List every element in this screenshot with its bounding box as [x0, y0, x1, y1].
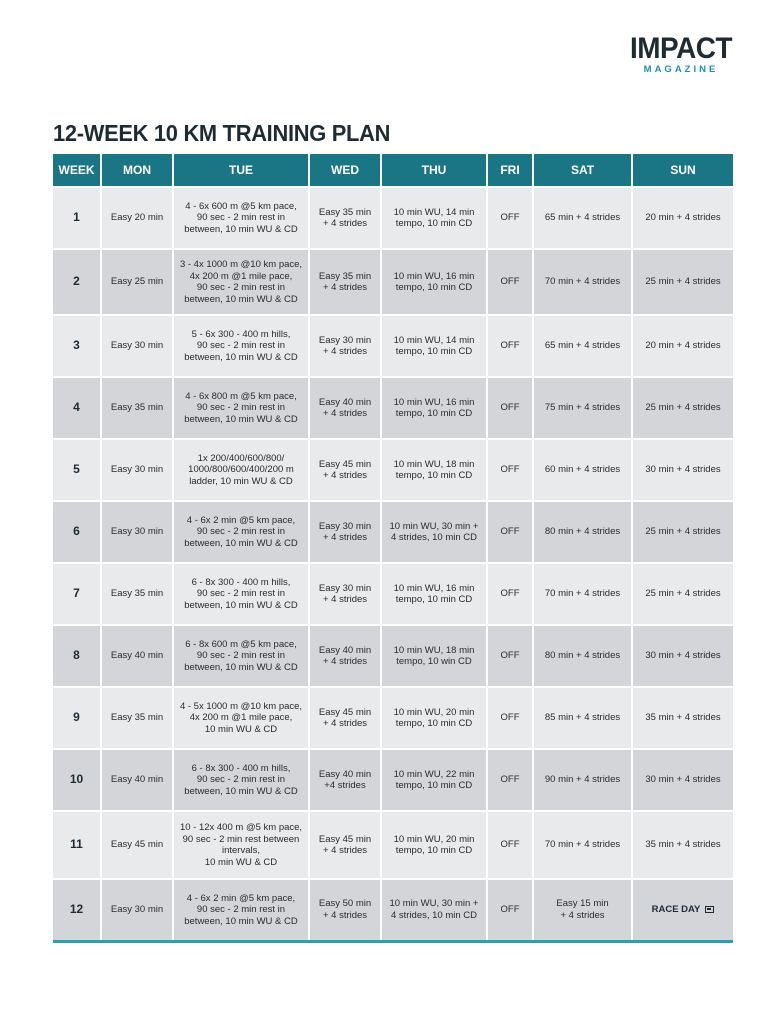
- cell-fri: OFF: [487, 879, 533, 941]
- cell-mon: Easy 35 min: [101, 377, 173, 439]
- week-number-cell: 1: [53, 187, 101, 249]
- cell-wed: Easy 40 min +4 strides: [309, 749, 381, 811]
- cell-sat: 80 min + 4 strides: [533, 501, 632, 563]
- cell-fri: OFF: [487, 811, 533, 879]
- cell-sun: 30 min + 4 strides: [632, 625, 733, 687]
- cell-sat: 65 min + 4 strides: [533, 315, 632, 377]
- week-number-cell: 5: [53, 439, 101, 501]
- week-number-cell: 8: [53, 625, 101, 687]
- table-row: [53, 811, 733, 879]
- cell-sun: 25 min + 4 strides: [632, 563, 733, 625]
- cell-wed: Easy 40 min + 4 strides: [309, 625, 381, 687]
- cell-thu: 10 min WU, 16 min tempo, 10 min CD: [381, 563, 487, 625]
- cell-tue: 4 - 6x 600 m @5 km pace, 90 sec - 2 min rest in between, 10 min WU & CD: [173, 187, 309, 249]
- table-header-row: [53, 154, 733, 187]
- cell-mon: Easy 45 min: [101, 811, 173, 879]
- column-header-thu: THU: [381, 154, 487, 187]
- cell-fri: OFF: [487, 315, 533, 377]
- table-row: [53, 879, 733, 941]
- cell-tue: 4 - 6x 2 min @5 km pace, 90 sec - 2 min rest in between, 10 min WU & CD: [173, 879, 309, 941]
- cell-wed: Easy 50 min + 4 strides: [309, 879, 381, 941]
- impact-magazine-logo: [626, 34, 736, 76]
- cell-thu: 10 min WU, 18 min tempo, 10 min CD: [381, 439, 487, 501]
- cell-tue: 4 - 6x 800 m @5 km pace, 90 sec - 2 min rest in between, 10 min WU & CD: [173, 377, 309, 439]
- cell-sun: 25 min + 4 strides: [632, 501, 733, 563]
- race-day-label: RACE DAY: [651, 904, 701, 915]
- cell-wed: Easy 30 min + 4 strides: [309, 315, 381, 377]
- cell-wed: Easy 30 min + 4 strides: [309, 563, 381, 625]
- cell-thu: 10 min WU, 22 min tempo, 10 min CD: [381, 749, 487, 811]
- cell-mon: Easy 20 min: [101, 187, 173, 249]
- cell-sun: 35 min + 4 strides: [632, 687, 733, 749]
- cell-sun: 25 min + 4 strides: [632, 377, 733, 439]
- cell-sat: 70 min + 4 strides: [533, 249, 632, 315]
- cell-mon: Easy 25 min: [101, 249, 173, 315]
- column-header-mon: MON: [101, 154, 173, 187]
- cell-tue: 6 - 8x 600 m @5 km pace, 90 sec - 2 min rest in between, 10 min WU & CD: [173, 625, 309, 687]
- cell-thu: 10 min WU, 20 min tempo, 10 min CD: [381, 811, 487, 879]
- column-header-sat: SAT: [533, 154, 632, 187]
- cell-sat: 60 min + 4 strides: [533, 439, 632, 501]
- training-plan-table: [53, 154, 733, 943]
- cell-tue: 10 - 12x 400 m @5 km pace, 90 sec - 2 min rest between intervals, 10 min WU & CD: [173, 811, 309, 879]
- column-header-wed: WED: [309, 154, 381, 187]
- cell-mon: Easy 40 min: [101, 625, 173, 687]
- cell-sat: 70 min + 4 strides: [533, 563, 632, 625]
- table-row: [53, 501, 733, 563]
- cell-wed: Easy 35 min + 4 strides: [309, 187, 381, 249]
- cell-wed: Easy 45 min + 4 strides: [309, 439, 381, 501]
- cell-fri: OFF: [487, 625, 533, 687]
- cell-fri: OFF: [487, 439, 533, 501]
- cell-tue: 6 - 8x 300 - 400 m hills, 90 sec - 2 min rest in between, 10 min WU & CD: [173, 563, 309, 625]
- table-row: [53, 687, 733, 749]
- cell-thu: 10 min WU, 20 min tempo, 10 min CD: [381, 687, 487, 749]
- cell-sat: 70 min + 4 strides: [533, 811, 632, 879]
- cell-sat: 65 min + 4 strides: [533, 187, 632, 249]
- week-number-cell: 4: [53, 377, 101, 439]
- table-row: [53, 315, 733, 377]
- week-number-cell: 6: [53, 501, 101, 563]
- cell-sat: 75 min + 4 strides: [533, 377, 632, 439]
- table-row: [53, 563, 733, 625]
- finish-flag-icon: [705, 906, 714, 913]
- cell-mon: Easy 30 min: [101, 879, 173, 941]
- cell-thu: 10 min WU, 14 min tempo, 10 min CD: [381, 187, 487, 249]
- cell-mon: Easy 40 min: [101, 749, 173, 811]
- table-body: [53, 187, 733, 941]
- cell-tue: 1x 200/400/600/800/ 1000/800/600/400/200 m ladder, 10 min WU & CD: [173, 439, 309, 501]
- cell-fri: OFF: [487, 563, 533, 625]
- cell-sat: 80 min + 4 strides: [533, 625, 632, 687]
- cell-tue: 4 - 5x 1000 m @10 km pace, 4x 200 m @1 mile pace, 10 min WU & CD: [173, 687, 309, 749]
- cell-fri: OFF: [487, 249, 533, 315]
- cell-tue: 3 - 4x 1000 m @10 km pace, 4x 200 m @1 mile pace, 90 sec - 2 min rest in between, 10 min WU & CD: [173, 249, 309, 315]
- cell-thu: 10 min WU, 16 min tempo, 10 min CD: [381, 249, 487, 315]
- table-row: [53, 187, 733, 249]
- cell-sun: 25 min + 4 strides: [632, 249, 733, 315]
- cell-sat: 85 min + 4 strides: [533, 687, 632, 749]
- logo-wordmark: IMPACT: [629, 32, 733, 65]
- cell-sun: 30 min + 4 strides: [632, 439, 733, 501]
- cell-mon: Easy 30 min: [101, 315, 173, 377]
- week-number-cell: 3: [53, 315, 101, 377]
- cell-fri: OFF: [487, 749, 533, 811]
- cell-mon: Easy 35 min: [101, 687, 173, 749]
- cell-mon: Easy 35 min: [101, 563, 173, 625]
- cell-tue: 6 - 8x 300 - 400 m hills, 90 sec - 2 min rest in between, 10 min WU & CD: [173, 749, 309, 811]
- week-number-cell: 7: [53, 563, 101, 625]
- column-header-fri: FRI: [487, 154, 533, 187]
- cell-sun: [632, 879, 733, 941]
- week-number-cell: 9: [53, 687, 101, 749]
- table-row: [53, 439, 733, 501]
- table-row: [53, 377, 733, 439]
- cell-sun: 20 min + 4 strides: [632, 187, 733, 249]
- cell-wed: Easy 35 min + 4 strides: [309, 249, 381, 315]
- logo-subtitle: MAGAZINE: [643, 64, 719, 75]
- week-number-cell: 2: [53, 249, 101, 315]
- cell-thu: 10 min WU, 14 min tempo, 10 min CD: [381, 315, 487, 377]
- column-header-tue: TUE: [173, 154, 309, 187]
- cell-tue: 5 - 6x 300 - 400 m hills, 90 sec - 2 min rest in between, 10 min WU & CD: [173, 315, 309, 377]
- table-row: [53, 249, 733, 315]
- cell-sat: Easy 15 min + 4 strides: [533, 879, 632, 941]
- cell-mon: Easy 30 min: [101, 439, 173, 501]
- table-row: [53, 625, 733, 687]
- column-header-week: WEEK: [53, 154, 101, 187]
- cell-fri: OFF: [487, 377, 533, 439]
- cell-thu: 10 min WU, 16 min tempo, 10 min CD: [381, 377, 487, 439]
- cell-wed: Easy 45 min + 4 strides: [309, 811, 381, 879]
- week-number-cell: 10: [53, 749, 101, 811]
- cell-sat: 90 min + 4 strides: [533, 749, 632, 811]
- week-number-cell: 11: [53, 811, 101, 879]
- week-number-cell: 12: [53, 879, 101, 941]
- cell-tue: 4 - 6x 2 min @5 km pace, 90 sec - 2 min rest in between, 10 min WU & CD: [173, 501, 309, 563]
- page-title: 12-WEEK 10 KM TRAINING PLAN: [53, 120, 391, 146]
- cell-mon: Easy 30 min: [101, 501, 173, 563]
- cell-sun: 35 min + 4 strides: [632, 811, 733, 879]
- cell-wed: Easy 30 min + 4 strides: [309, 501, 381, 563]
- cell-wed: Easy 40 min + 4 strides: [309, 377, 381, 439]
- cell-fri: OFF: [487, 687, 533, 749]
- table-row: [53, 749, 733, 811]
- cell-sun: 30 min + 4 strides: [632, 749, 733, 811]
- column-header-sun: SUN: [632, 154, 733, 187]
- cell-fri: OFF: [487, 501, 533, 563]
- cell-thu: 10 min WU, 18 min tempo, 10 win CD: [381, 625, 487, 687]
- cell-wed: Easy 45 min + 4 strides: [309, 687, 381, 749]
- cell-thu: 10 min WU, 30 min + 4 strides, 10 min CD: [381, 879, 487, 941]
- cell-sun: 20 min + 4 strides: [632, 315, 733, 377]
- cell-thu: 10 min WU, 30 min + 4 strides, 10 min CD: [381, 501, 487, 563]
- cell-fri: OFF: [487, 187, 533, 249]
